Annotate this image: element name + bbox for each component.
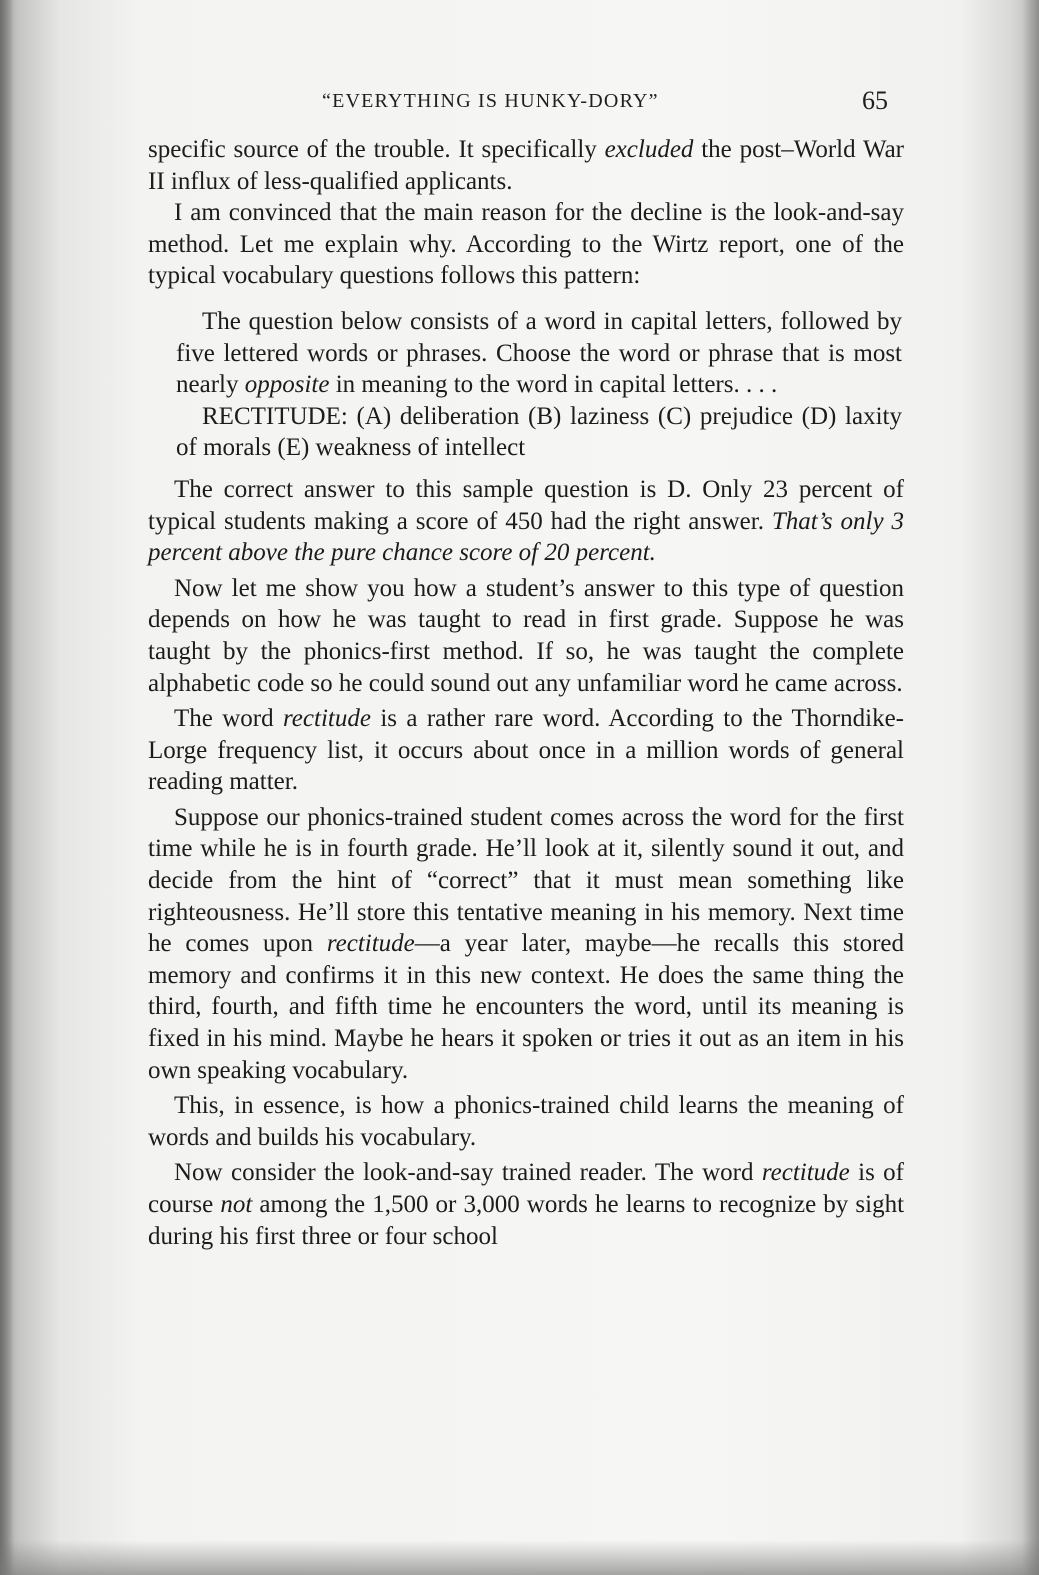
page-number: 65 xyxy=(862,86,888,115)
paragraph-6: Suppose our phonics-trained student comes across the word for the first time while he is in fourth grade. He’ll look at it, silently sound it out, and decide from the hint of “correct” that it must mean something like righteousness. He’ll store this tentative meaning in his memory. Next time he comes upon rectitude—a year later, maybe—he recalls this stored memory and confirms it in this new context. He does the same thing the third, fourth, and fifth time he encounters the word, until its meaning is fixed in his mind. Maybe he hears it spoken or tries it out as an item in his own speaking vocabulary. xyxy=(148,803,904,1084)
page-header xyxy=(0,86,1039,116)
quote-options: RECTITUDE: (A) deliberation (B) laziness (C) prejudice (D) laxity of morals (E) weakness of intellect xyxy=(176,402,902,462)
paragraph-5: The word rectitude is a rather rare word. According to the Thorndike-Lorge frequency list, it occurs about once in a million words of general reading matter. xyxy=(148,705,904,796)
paragraph-4: Now let me show you how a student’s answer to this type of question depends on how he was taught to read in first grade. Suppose he was taught by the phonics-first method. If so, he was taught the complete alphabetic code so he could sound out any unfamiliar word he came across. xyxy=(148,574,904,697)
paragraph-7: This, in essence, is how a phonics-trained child learns the meaning of words and builds his vocabulary. xyxy=(148,1092,904,1151)
paragraph-2: I am convinced that the main reason for the decline is the look-and-say method. Let me explain why. According to the Wirtz report, one of the typical vocabulary questions follows this pattern: xyxy=(148,199,904,290)
body-text xyxy=(148,134,904,1252)
paragraph-1: specific source of the trouble. It specifically excluded the post–World War II influx of less-qualified applicants. xyxy=(148,136,904,195)
block-quote xyxy=(176,306,902,464)
page-edge-shadow xyxy=(1022,0,1039,1575)
quote-instructions: The question below consists of a word in capital letters, followed by five lettered words or phrases. Choose the word or phrase that is most nearly opposite in meaning to the word in capital letters. . . . xyxy=(176,307,902,399)
running-head: “EVERYTHING IS HUNKY-DORY” xyxy=(322,90,659,112)
page-bottom-shadow xyxy=(0,1540,1039,1575)
paragraph-3: The correct answer to this sample question is D. Only 23 percent of typical students making a score of 450 had the right answer. That’s only 3 percent above the pure chance score of 20 percent. xyxy=(148,475,904,567)
page-gutter-shadow xyxy=(0,0,14,1575)
paragraph-8: Now consider the look-and-say trained reader. The word rectitude is of course not among the 1,500 or 3,000 words he learns to recognize by sight during his first three or four school xyxy=(148,1159,905,1250)
